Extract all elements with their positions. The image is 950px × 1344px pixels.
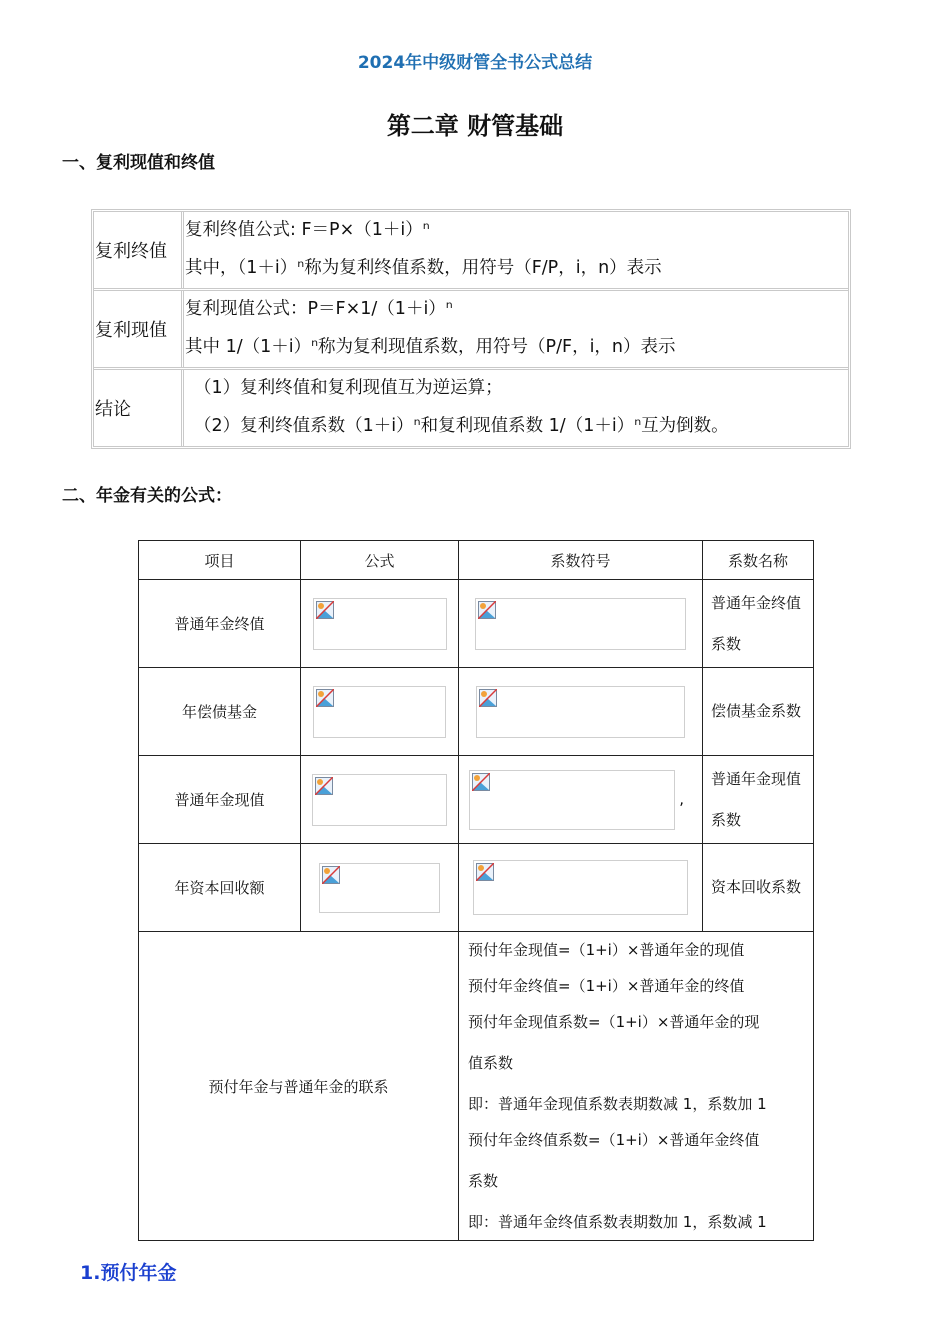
name-cell: [703, 580, 814, 668]
formula-line: 复利现值公式：P＝F×1/（1＋i）ⁿ: [185, 299, 453, 319]
formula-image: [313, 686, 446, 738]
relation-line: 预付年金现值系数=（1+i）×普通年金的现: [468, 1013, 760, 1031]
broken-image-icon: [316, 601, 334, 619]
document-header: 2024年中级财管全书公式总结: [357, 53, 593, 73]
symbol-cell: [459, 844, 703, 932]
coefficient-name: 普通年金现值系数: [711, 769, 802, 829]
table-row: [94, 370, 848, 446]
conclusion-line: （1）复利终值和复利现值互为逆运算；: [194, 378, 503, 398]
formula-cell: [301, 844, 459, 932]
row-label: 复利终值: [94, 212, 184, 288]
relation-line: 系数: [468, 1172, 499, 1190]
table-row: [139, 932, 814, 1241]
formula-cell: [301, 756, 459, 844]
relation-content-cell: [459, 932, 814, 1241]
column-header: 系数符号: [459, 541, 703, 580]
relation-line: 预付年金终值=（1+i）×普通年金的终值: [468, 977, 745, 995]
table-row: [94, 212, 848, 291]
item-cell: 年资本回收额: [139, 844, 301, 932]
table-row: [139, 756, 814, 844]
row-label: 结论: [94, 370, 184, 446]
coefficient-name: 普通年金终值系数: [711, 593, 802, 653]
broken-image-icon: [478, 601, 496, 619]
relation-label-cell: 预付年金与普通年金的联系: [139, 932, 459, 1241]
relation-line: 即：普通年金终值系数表期数加 1，系数减 1: [468, 1213, 767, 1231]
symbol-cell: [459, 756, 703, 844]
symbol-cell: [459, 580, 703, 668]
symbol-image: [469, 770, 675, 830]
broken-image-icon: [322, 866, 340, 884]
conclusion-line: （2）复利终值系数（1＋i）ⁿ和复利现值系数 1/（1＋i）ⁿ互为倒数。: [194, 416, 729, 436]
section-heading-compound: 一、复利现值和终值: [62, 153, 215, 173]
relation-line: 即：普通年金现值系数表期数减 1，系数加 1: [468, 1095, 767, 1113]
relation-line: 预付年金现值=（1+i）×普通年金的现值: [468, 941, 745, 959]
relation-line: 预付年金终值系数=（1+i）×普通年金终值: [468, 1131, 760, 1149]
row-content: [184, 212, 848, 288]
broken-image-icon: [479, 689, 497, 707]
coefficient-name: 资本回收系数: [711, 878, 802, 896]
item-cell: 普通年金终值: [139, 580, 301, 668]
table-row: [94, 291, 848, 370]
symbol-image: [475, 598, 686, 650]
name-cell: [703, 844, 814, 932]
formula-line: 其中，（1＋i）ⁿ称为复利终值系数，用符号（F/P，i，n）表示: [185, 258, 662, 278]
item-cell: 年偿债基金: [139, 668, 301, 756]
relation-line: 值系数: [468, 1054, 514, 1072]
name-cell: [703, 668, 814, 756]
item-cell: 普通年金现值: [139, 756, 301, 844]
column-header: 系数名称: [703, 541, 814, 580]
coefficient-name: 偿债基金系数: [711, 702, 802, 720]
subsection-heading: 1.预付年金: [80, 1262, 177, 1284]
table-row: [139, 580, 814, 668]
formula-cell: [301, 580, 459, 668]
broken-image-icon: [472, 773, 490, 791]
symbol-image: [476, 686, 685, 738]
name-cell: [703, 756, 814, 844]
annuity-formula-table: [138, 540, 814, 1241]
formula-line: 复利终值公式: F＝P×（1＋i）ⁿ: [185, 220, 430, 240]
symbol-cell: [459, 668, 703, 756]
table-row: [139, 844, 814, 932]
formula-cell: [301, 668, 459, 756]
formula-line: 其中 1/（1＋i）ⁿ称为复利现值系数，用符号（P/F，i，n）表示: [185, 337, 676, 357]
formula-image: [313, 598, 447, 650]
row-content: [184, 370, 848, 446]
table-header-row: [139, 541, 814, 580]
symbol-image: [473, 860, 688, 915]
section-heading-annuity: 二、年金有关的公式：: [62, 486, 232, 506]
column-header: 项目: [139, 541, 301, 580]
formula-image: [312, 774, 447, 826]
formula-image: [319, 863, 440, 913]
broken-image-icon: [476, 863, 494, 881]
row-content: [184, 291, 848, 367]
row-label: 复利现值: [94, 291, 184, 367]
table-row: [139, 668, 814, 756]
column-header: 公式: [301, 541, 459, 580]
broken-image-icon: [316, 689, 334, 707]
symbol-suffix: ,: [679, 789, 684, 808]
chapter-title: 第二章 财管基础: [386, 112, 564, 140]
compound-interest-table: [91, 209, 851, 449]
broken-image-icon: [315, 777, 333, 795]
